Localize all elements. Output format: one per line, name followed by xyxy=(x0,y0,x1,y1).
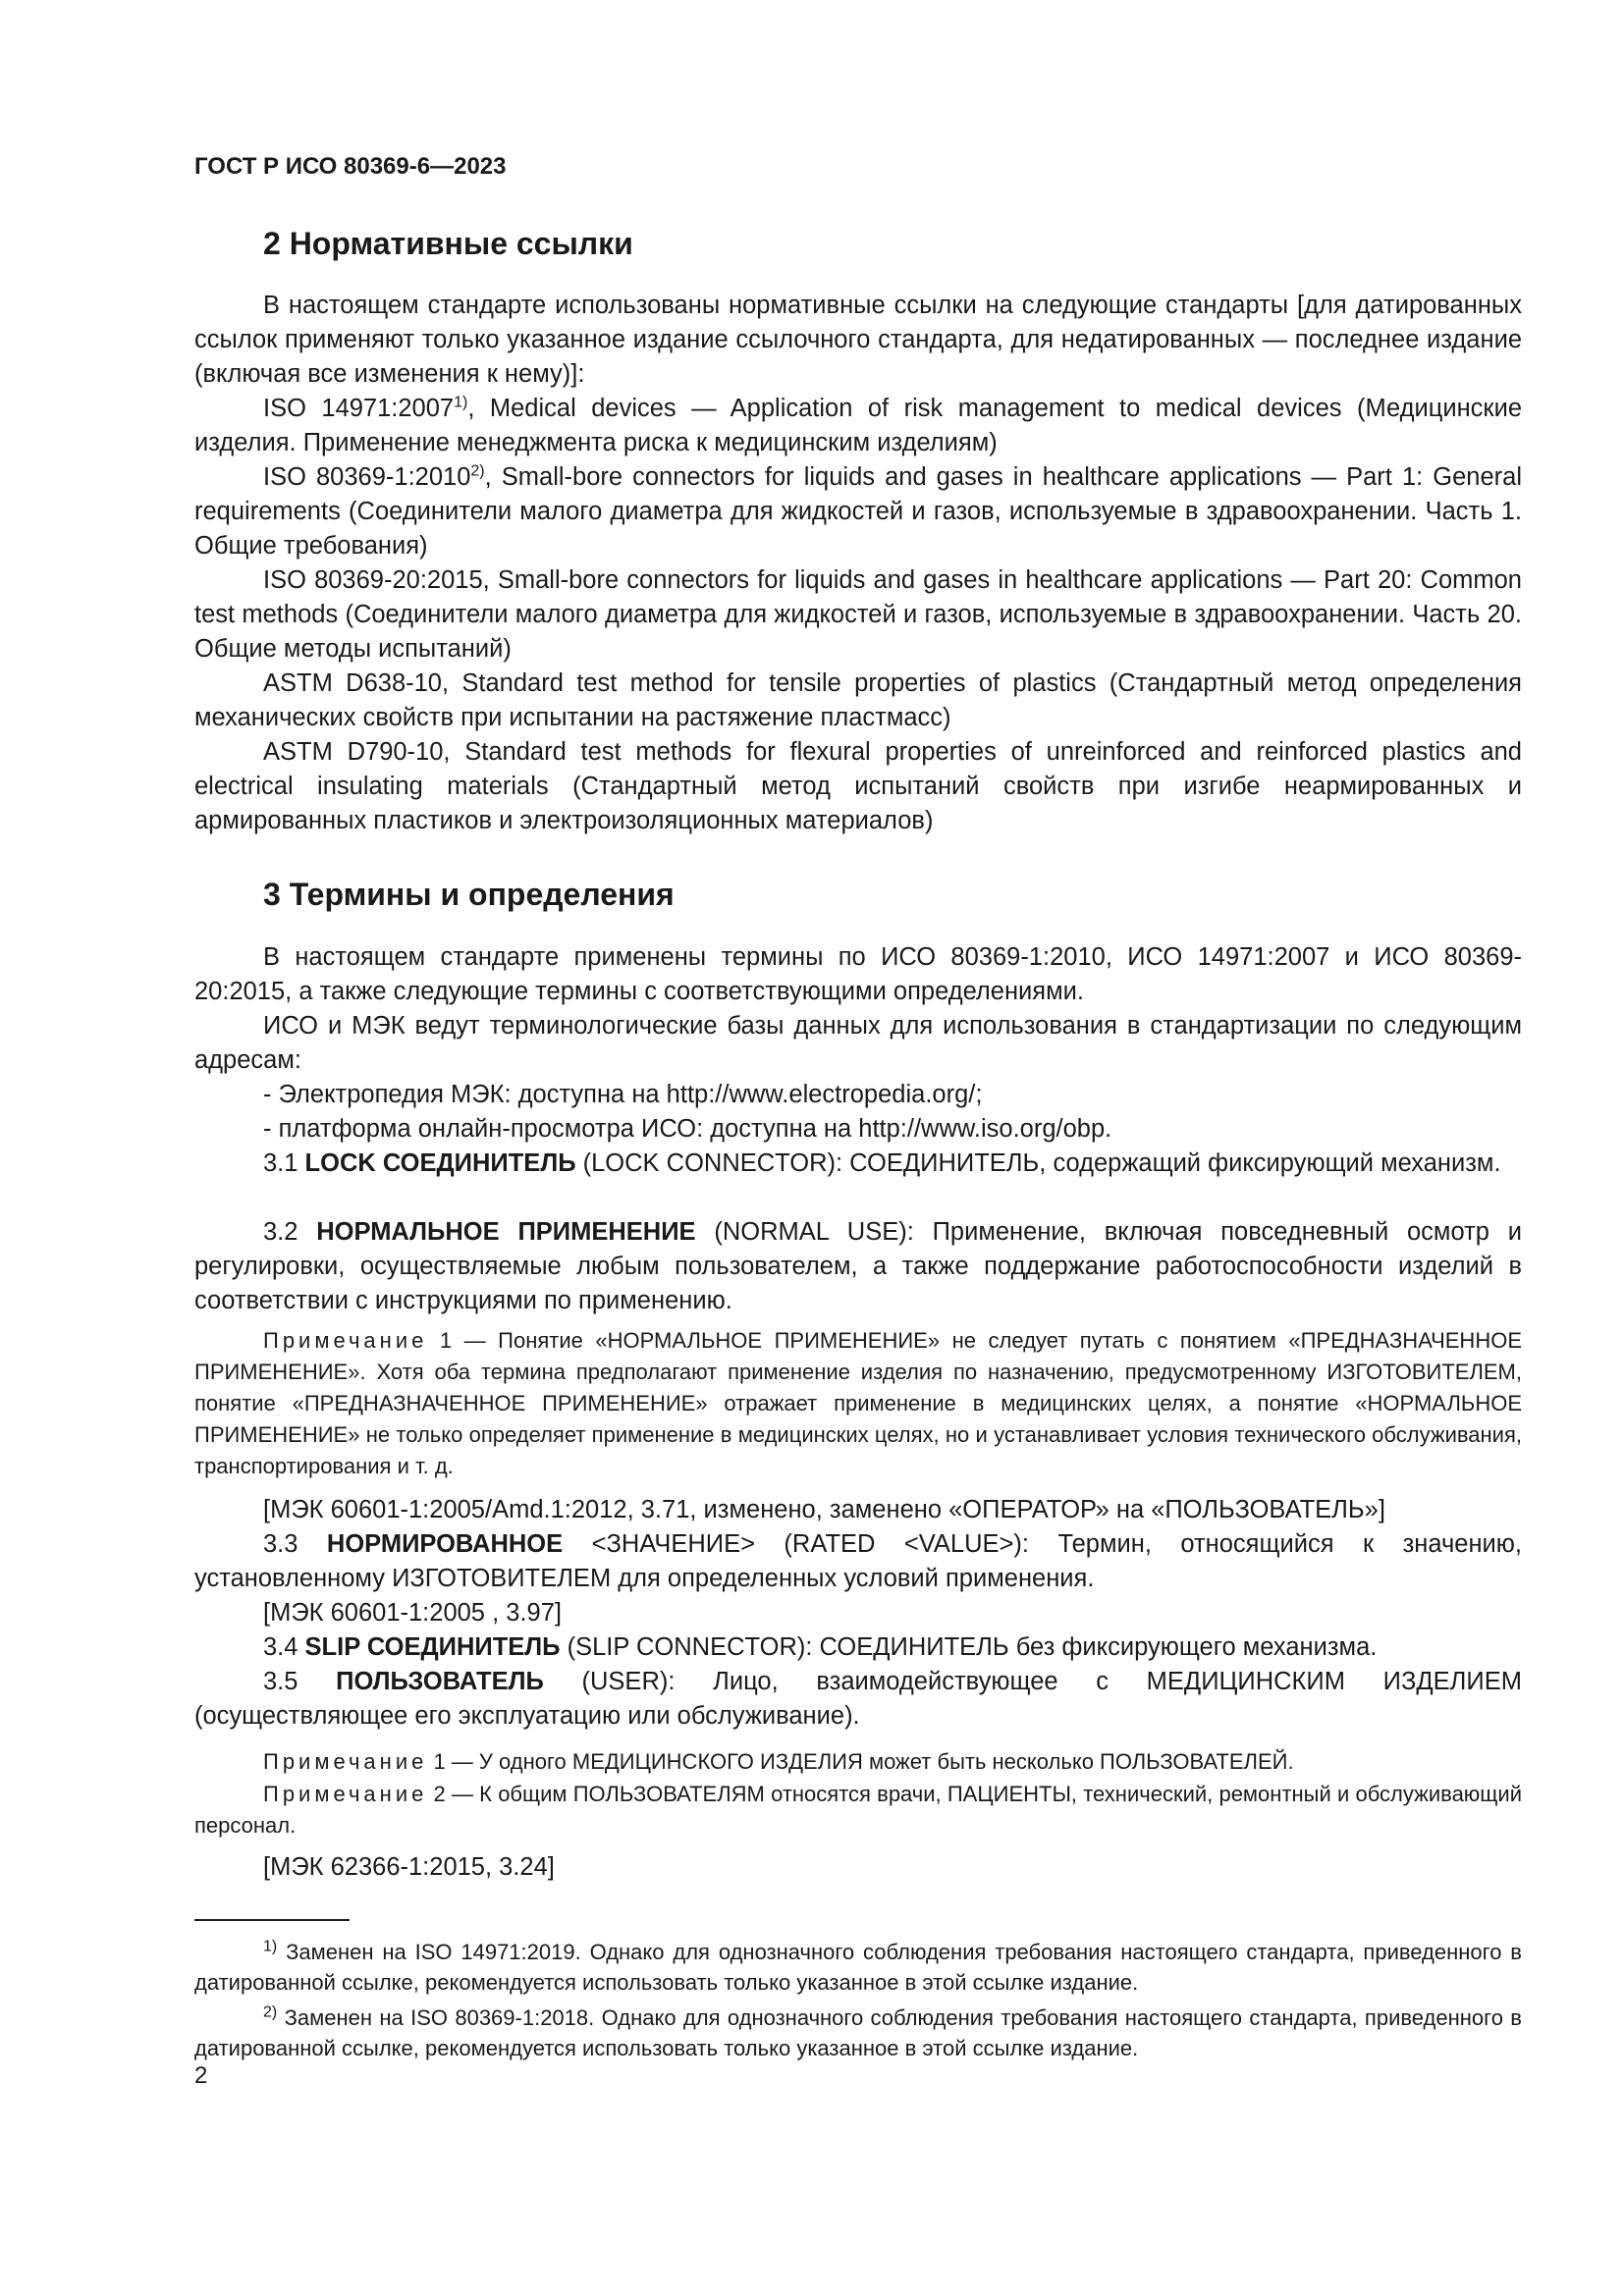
term-3-3 xyxy=(194,1527,1522,1596)
note-label: Примечание xyxy=(263,1782,428,1806)
note-text: 1 — Понятие «НОРМАЛЬНОЕ ПРИМЕНЕНИЕ» не следует путать с понятием «ПРЕДНАЗНАЧЕННОЕ ПРИМЕНЕНИЕ». Хотя оба термина предполагают применение изделия по назначению, предусмотренному ИЗГОТОВИТЕЛЕМ, понятие «ПРЕДНАЗНАЧЕННОЕ ПРИМЕНЕНИЕ» отражает применение в медицинских целях, а понятие «НОРМАЛЬНОЕ ПРИМЕНЕНИЕ» не только определяет применение в медицинских целях, но и устанавливает условия технического обслуживания, транспортирования и т. д. xyxy=(194,1328,1522,1478)
ref-text: , Small-bore connectors for liquids and gases in healthcare applications — Part 1: General requirements (Соединители малого диаметра для жидкостей и газов, используемые в здравоохранении. Часть 1. Общие требования) xyxy=(194,463,1522,560)
term-name: ПОЛЬЗОВАТЕЛЬ xyxy=(336,1668,544,1695)
term-name: LOCK СОЕДИНИТЕЛЬ xyxy=(304,1149,576,1177)
ref-astm-d790: ASTM D790-10, Standard test methods for flexural properties of unreinforced and reinforced plastics and electrical insulating materials (Стандартный метод испытаний свойств при изгибе неармированных и армированных пластиков и электроизоляционных материалов) xyxy=(194,738,1522,834)
ref-code: ISO 80369-1:2010 xyxy=(263,463,471,491)
term-3-5-note-2 xyxy=(194,1779,1522,1842)
term-name: НОРМИРОВАННОЕ xyxy=(326,1530,564,1558)
ref-iso-14971 xyxy=(194,392,1522,460)
note-text: 1 — У одного МЕДИЦИНСКОГО ИЗДЕЛИЯ может быть несколько ПОЛЬЗОВАТЕЛЕЙ. xyxy=(427,1749,1294,1774)
term-3-2-note xyxy=(194,1325,1522,1482)
term-3-1 xyxy=(194,1147,1522,1181)
ref-iso-80369-1 xyxy=(194,460,1522,563)
section-3-intro: В настоящем стандарте применены термины по ИСО 80369-1:2010, ИСО 14971:2007 и ИСО 80369-20:2015, а также следующие термины с соответствующими определениями. xyxy=(194,943,1522,1005)
note-label: Примечание xyxy=(263,1328,428,1353)
term-number: 3.5 xyxy=(263,1668,337,1695)
bullet-iso-obp: - платформа онлайн-просмотра ИСО: доступна на http://www.iso.org/obp. xyxy=(263,1115,1112,1143)
footnote-mark: 2) xyxy=(470,462,485,480)
iso-iec-databases: ИСО и МЭК ведут терминологические базы данных для использования в стандартизации по следующим адресам: xyxy=(194,1012,1522,1074)
term-definition: (LOCK CONNECTOR): СОЕДИНИТЕЛЬ, содержащий фиксирующий механизм. xyxy=(575,1149,1501,1177)
footnote-mark: 1) xyxy=(263,1938,278,1955)
term-number: 3.2 xyxy=(263,1218,317,1246)
footnote-mark: 1) xyxy=(454,394,468,411)
term-number: 3.1 xyxy=(263,1149,305,1177)
ref-iso-80369-20: ISO 80369-20:2015, Small-bore connectors for liquids and gases in healthcare applications — Part 20: Common test methods (Соединители малого диаметра для жидкостей и газов, используемые в здравоохранении. Часть 20. Общие методы испытаний) xyxy=(194,566,1522,663)
ref-astm-d638: ASTM D638-10, Standard test method for tensile properties of plastics (Стандартный метод определения механических свойств при испытании на растяжение пластмасс) xyxy=(194,669,1522,731)
note-label: Примечание xyxy=(263,1749,428,1774)
section-2-title: 2 Нормативные ссылки xyxy=(263,226,633,261)
term-3-4 xyxy=(194,1630,1522,1665)
footnote-mark: 2) xyxy=(263,2003,278,2021)
footnote-2 xyxy=(194,2002,1522,2063)
footnote-text: Заменен на ISO 14971:2019. Однако для однозначного соблюдения требования настоящего стандарта, приведенного в датированной ссылке, рекомендуется использовать только указанное в этой ссылке издание. xyxy=(194,1940,1522,1995)
term-name: SLIP СОЕДИНИТЕЛЬ xyxy=(304,1633,561,1661)
term-3-5-note-1 xyxy=(194,1746,1522,1778)
note-text: 2 — К общим ПОЛЬЗОВАТЕЛЯМ относятся врачи, ПАЦИЕНТЫ, технический, ремонтный и обслуживающий персонал. xyxy=(194,1782,1522,1838)
document-header: ГОСТ Р ИСО 80369-6—2023 xyxy=(194,153,507,180)
term-number: 3.3 xyxy=(263,1530,327,1558)
ref-code: ISO 14971:2007 xyxy=(263,395,455,422)
term-definition: (USER): Лицо, взаимодействующее с МЕДИЦИНСКИМ ИЗДЕЛИЕМ (осуществляющее его эксплуатацию или обслуживание). xyxy=(194,1668,1522,1730)
term-3-5 xyxy=(194,1665,1522,1734)
term-definition: <ЗНАЧЕНИЕ> (RATED <VALUE>): Термин, относящийся к значению, установленному ИЗГОТОВИТЕЛЕМ для определенных условий применения. xyxy=(194,1530,1522,1592)
footnote-text: Заменен на ISO 80369-1:2018. Однако для однозначного соблюдения требования настоящего стандарта, приведенного в датированной ссылке, рекомендуется использовать только указанное в этой ссылке издание. xyxy=(194,2005,1522,2060)
bullet-electropedia: - Электропедия МЭК: доступна на http://www.electropedia.org/; xyxy=(263,1081,983,1108)
term-definition: (NORMAL USE): Применение, включая повседневный осмотр и регулировки, осуществляемые любым пользователем, а также поддержание работоспособности изделий в соответствии с инструкциями по применению. xyxy=(194,1218,1522,1314)
section-2-intro: В настоящем стандарте использованы нормативные ссылки на следующие стандарты [для датированных ссылок применяют только указанное издание ссылочного стандарта, для недатированных — последнее издание (включая все изменения к нему)]: xyxy=(194,292,1522,388)
term-name: НОРМАЛЬНОЕ ПРИМЕНЕНИЕ xyxy=(316,1218,696,1246)
term-3-5-source: [МЭК 62366-1:2015, 3.24] xyxy=(263,1853,555,1881)
ref-text: , Medical devices — Application of risk management to medical devices (Медицинские изделия. Применение менеджмента риска к медицинским изделиям) xyxy=(194,395,1523,456)
term-number: 3.4 xyxy=(263,1633,305,1661)
section-3-title: 3 Термины и определения xyxy=(263,877,675,912)
page-number: 2 xyxy=(194,2062,208,2089)
footnote-1 xyxy=(194,1937,1522,1998)
footnote-divider xyxy=(194,1919,350,1921)
term-3-2-source: [МЭК 60601-1:2005/Amd.1:2012, 3.71, изменено, заменено «ОПЕРАТОР» на «ПОЛЬЗОВАТЕЛЬ»] xyxy=(263,1496,1385,1523)
term-definition: (SLIP CONNECTOR): СОЕДИНИТЕЛЬ без фиксирующего механизма. xyxy=(560,1633,1378,1661)
term-3-3-source: [МЭК 60601-1:2005 , 3.97] xyxy=(263,1599,562,1627)
term-3-2 xyxy=(194,1215,1522,1318)
